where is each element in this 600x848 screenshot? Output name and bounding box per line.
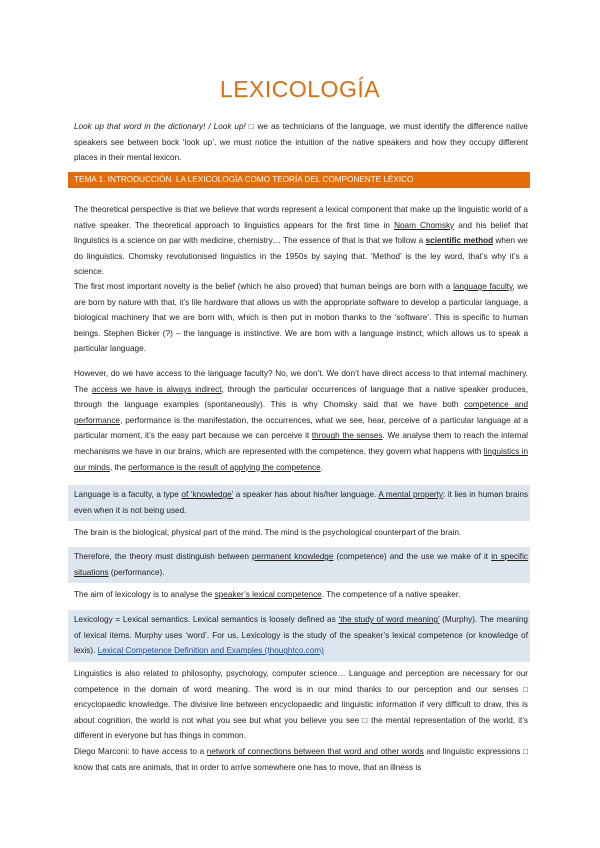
underlined-text: scientific method	[425, 236, 494, 246]
text: Lexicology = Lexical semantics. Lexical semantics is loosely defined as	[74, 615, 339, 624]
paragraph-8	[74, 612, 528, 659]
text: The theoretical perspective is that we believe that words represent a lexical component that make up the linguistic world of a native speaker. The theoretical approach to linguistics appears for the first time in	[74, 205, 528, 230]
underlined-text: competence and performance	[74, 400, 528, 425]
underlined-text: network of connections between that word and other words	[206, 747, 424, 756]
intro-text: □ we as technicians of the language, we must identify the difference native speakers see between bock ‘look up’, we must notice the intuition of the native speakers and how they occupy different places in their mental lexicon.	[74, 122, 528, 162]
paragraph-4	[74, 487, 528, 518]
text: The aim of lexicology is to analyse the	[74, 590, 215, 599]
text: (Murphy). The meaning of lexical items. Murphy uses ‘word’. For us, Lexicology is the study of the speaker’s lexical competence (or knowledge of lexis).	[74, 615, 528, 656]
text: (competence) and the use we make of it	[333, 552, 492, 561]
paragraph-1	[74, 202, 528, 280]
text: . The competence of a native speaker.	[321, 590, 461, 599]
text: : it lies in human brains even when it is not being used.	[74, 490, 529, 515]
text: However, do we have access to the language faculty? No, we don’t. We don’t have direct access to that internal machinery. The	[74, 369, 528, 394]
text: when we do linguistics. Chomsky revolutionised linguistics in the 1950s by saying that. ‘Method’ is the ley word, that’s why it’s a science.	[74, 236, 528, 277]
underlined-text: speaker’s lexical competence	[214, 590, 322, 599]
underlined-text: performance is the result of applying the competence	[128, 462, 321, 472]
intro-italic: Look up that word in the dictionary! / Look up!	[74, 122, 246, 131]
underlined-text: A mental property	[378, 490, 444, 499]
text: The first most important novelty is the belief (which he also proved) that human beings are born with a	[74, 282, 454, 291]
underlined-text: permanent knowledge	[252, 552, 334, 561]
paragraph-10	[74, 744, 528, 775]
underlined-text: through the senses	[311, 431, 383, 441]
text: and linguistic expressions □ know that cats are animals, that in order to arrive somewhere one has to move, that an illness is	[74, 747, 528, 772]
text: , we are born by nature with that, it’s lile hardware that allows us with the appropriate software to develop a particular language, a biological machinery that we are born with, which is then put in motion thanks to the ‘software’. This is specific to human beings. Stephen Bicker (?) – the language is instinctive. We are born with a language instinct, which allows us to speak a particular language.	[74, 282, 528, 354]
section-heading: TEMA 1. INTRODUCCIÓN. LA LEXICOLOGÍA COMO TEORÍA DEL COMPONENTE LÉXICO	[68, 172, 530, 188]
paragraph-7	[74, 587, 528, 603]
underlined-text: ‘the study of word meaning’	[338, 615, 440, 624]
underlined-text: of ‘knowledge’	[181, 490, 234, 499]
underlined-text: language faculty	[453, 282, 513, 291]
text: Diego Marconi: to have access to a	[74, 747, 207, 756]
underlined-text: Noam Chomsky	[394, 220, 455, 230]
text: Therefore, the theory must distinguish between	[74, 552, 252, 561]
text: .	[320, 462, 323, 472]
text: and his belief that linguistics is a science on par with medicine, chemistry… The essence of that is that we follow a	[74, 220, 528, 246]
paragraph-6	[74, 549, 528, 580]
text: (performance).	[108, 567, 165, 577]
underlined-text: access we have is always indirect	[91, 384, 222, 394]
underlined-text: linguistics in our minds	[74, 446, 529, 472]
underlined-text: in specific situations	[74, 552, 528, 577]
text: , through the particular occurrences of language that a native speaker produces, through the language examples (spontaneously). This is why Chomsky said that we have both	[74, 384, 528, 410]
page-title: LEXICOLOGÍA	[219, 76, 381, 102]
paragraph-9: Linguistics is also related to philosophy, psychology, computer science… Language and perception are necessary for our competence in the domain of word meaning. The word is in our mind thanks to our perception and our senses □ encyclopaedic knowledge. The divisive line between encyclopaedic and linguistic information if very difficult to draw, this is about cognition, the world is not what you see but what you believe you see □ the mental representation of the world, it’s different in everyone but has things in common.	[74, 669, 528, 741]
paragraph-5: The brain is the biological, physical part of the mind. The mind is the psychological counterpart of the brain.	[74, 528, 462, 537]
text: , the	[109, 462, 129, 472]
thoughtco-link[interactable]: Lexical Competence Definition and Examples (thoughtco.com)	[97, 646, 324, 656]
text: Language is a faculty, a type	[74, 490, 182, 499]
text: . We analyse them to reach the internal mechanisms we have in our brains, which are represented with the competence, they govern what happens with	[74, 431, 528, 456]
text: , performance is the manifestation, the occurrences, what we see, hear, perceive of a particular language at a particular moment, it’s the easy part because we can perceive it	[74, 415, 528, 441]
paragraph-3	[74, 366, 528, 475]
paragraph-2	[74, 279, 528, 357]
text: a speaker has about his/her language.	[233, 490, 379, 499]
intro-paragraph	[74, 119, 528, 166]
